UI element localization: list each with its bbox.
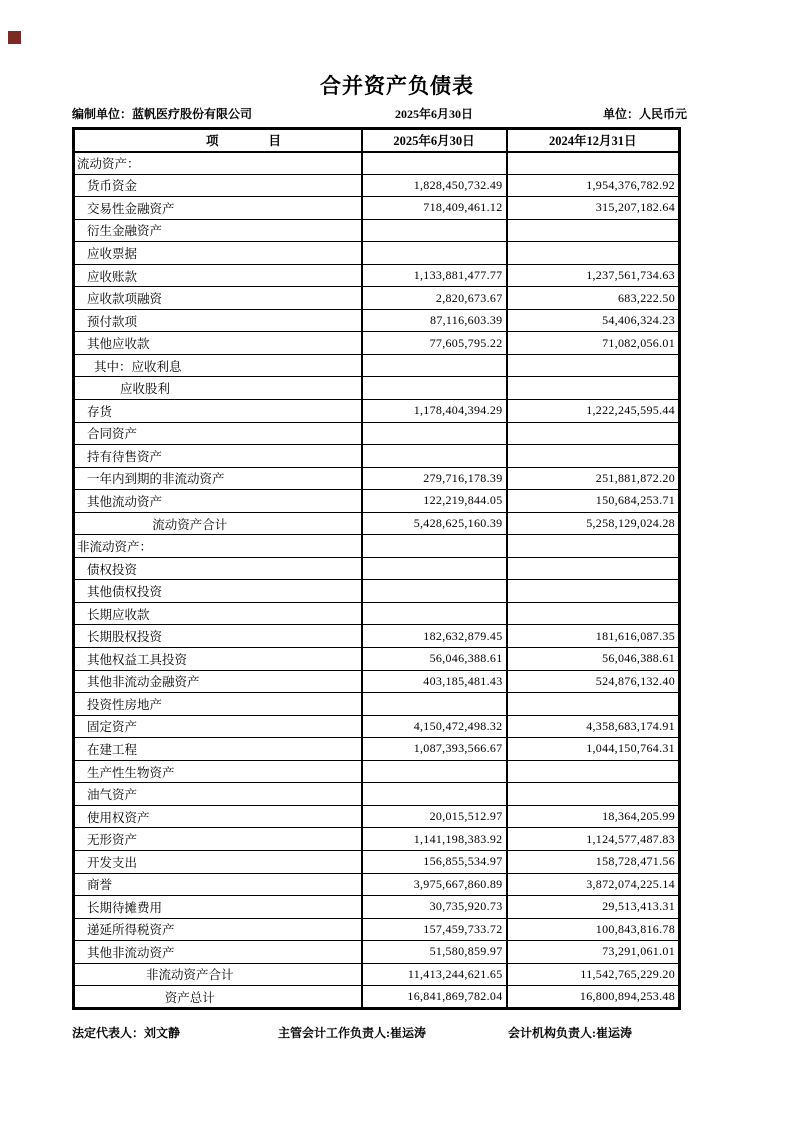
value-2025 [362,693,507,716]
value-2024: 315,207,182.64 [507,197,680,220]
value-2025 [362,580,507,603]
chief-accountant: 主管会计工作负责人:崔运涛 [278,1026,426,1040]
table-row [74,152,680,175]
value-2024 [507,580,680,603]
row-label: 持有待售资产 [74,445,362,468]
value-2025: 56,046,388.61 [362,648,507,671]
value-2024: 11,542,765,229.20 [507,963,680,986]
row-label: 合同资产 [74,422,362,445]
balance-sheet-body [74,152,680,1009]
row-label: 生产性生物资产 [74,760,362,783]
row-label: 无形资产 [74,828,362,851]
table-row [74,467,680,490]
value-2025: 4,150,472,498.32 [362,715,507,738]
table-row [74,986,680,1009]
table-row [74,580,680,603]
value-2024: 56,046,388.61 [507,648,680,671]
table-row [74,174,680,197]
value-2025: 1,087,393,566.67 [362,738,507,761]
value-2024 [507,783,680,806]
value-2024 [507,693,680,716]
page-title: 合并资产负债表 [320,74,474,98]
value-2025: 87,116,603.39 [362,309,507,332]
value-2025 [362,783,507,806]
value-2025 [362,535,507,558]
value-2025: 2,820,673.67 [362,287,507,310]
value-2024 [507,422,680,445]
value-2025: 30,735,920.73 [362,896,507,919]
row-label: 长期应收款 [74,602,362,625]
row-label: 预付款项 [74,309,362,332]
table-row [74,941,680,964]
legal-representative: 法定代表人：刘文静 [72,1026,181,1040]
value-2024: 100,843,816.78 [507,918,680,941]
value-2025: 3,975,667,860.89 [362,873,507,896]
value-2024 [507,377,680,400]
table-row [74,648,680,671]
value-2025: 51,580,859.97 [362,941,507,964]
value-2025 [362,354,507,377]
value-2025 [362,377,507,400]
value-2024: 1,044,150,764.31 [507,738,680,761]
value-2024: 4,358,683,174.91 [507,715,680,738]
row-label: 在建工程 [74,738,362,761]
table-row [74,873,680,896]
table-row [74,535,680,558]
value-2025: 1,828,450,732.49 [362,174,507,197]
table-row [74,377,680,400]
value-2024 [507,354,680,377]
value-2025 [362,219,507,242]
corner-mark [8,31,21,44]
row-label: 衍生金融资产 [74,219,362,242]
row-label: 投资性房地产 [74,693,362,716]
value-2025 [362,242,507,265]
value-2024: 150,684,253.71 [507,490,680,513]
report-date: 2025年6月30日 [394,107,473,121]
table-row [74,805,680,828]
table-row [74,197,680,220]
table-row [74,354,680,377]
value-2025: 182,632,879.45 [362,625,507,648]
table-row [74,625,680,648]
row-label: 递延所得税资产 [74,918,362,941]
row-label: 其他应收款 [74,332,362,355]
table-row [74,287,680,310]
row-label: 非流动资产合计 [74,963,362,986]
row-label: 应收股利 [74,377,362,400]
value-2024: 251,881,872.20 [507,467,680,490]
value-2024 [507,557,680,580]
row-label: 开发支出 [74,850,362,873]
value-2025: 1,141,198,383.92 [362,828,507,851]
value-2024 [507,760,680,783]
value-2025: 157,459,733.72 [362,918,507,941]
row-label: 交易性金融资产 [74,197,362,220]
value-2024 [507,242,680,265]
row-label: 货币资金 [74,174,362,197]
header-2025: 2025年6月30日 [362,129,507,152]
balance-sheet-table [72,127,681,1010]
value-2024: 54,406,324.23 [507,309,680,332]
table-row [74,332,680,355]
row-label: 应收款项融资 [74,287,362,310]
value-2025: 20,015,512.97 [362,805,507,828]
value-2024: 524,876,132.40 [507,670,680,693]
value-2024: 71,082,056.01 [507,332,680,355]
table-row [74,850,680,873]
row-label: 应收票据 [74,242,362,265]
value-2025: 403,185,481.43 [362,670,507,693]
value-2025 [362,422,507,445]
value-2024 [507,535,680,558]
table-header [74,129,680,152]
table-row [74,918,680,941]
value-2025 [362,602,507,625]
value-2025 [362,445,507,468]
value-2024: 1,222,245,595.44 [507,400,680,423]
table-row [74,422,680,445]
value-2025: 1,178,404,394.29 [362,400,507,423]
prepared-by-label: 编制单位：蓝帆医疗股份有限公司 [72,107,253,121]
value-2025: 11,413,244,621.65 [362,963,507,986]
row-label: 其他非流动金融资产 [74,670,362,693]
table-row [74,896,680,919]
row-label: 债权投资 [74,557,362,580]
row-label: 使用权资产 [74,805,362,828]
table-row [74,490,680,513]
row-label: 流动资产合计 [74,512,362,535]
value-2024: 3,872,074,225.14 [507,873,680,896]
table-row [74,242,680,265]
row-label: 存货 [74,400,362,423]
table-row [74,264,680,287]
value-2024: 5,258,129,024.28 [507,512,680,535]
value-2024: 1,237,561,734.63 [507,264,680,287]
value-2024: 683,222.50 [507,287,680,310]
value-2024: 181,616,087.35 [507,625,680,648]
row-label: 流动资产： [74,152,362,175]
value-2024: 1,954,376,782.92 [507,174,680,197]
table-row [74,828,680,851]
table-row [74,783,680,806]
value-2024 [507,445,680,468]
row-label: 资产总计 [74,986,362,1009]
value-2025 [362,557,507,580]
table-row [74,602,680,625]
table-row [74,670,680,693]
table-row [74,693,680,716]
table-row [74,715,680,738]
value-2025: 156,855,534.97 [362,850,507,873]
value-2024 [507,152,680,175]
value-2024: 1,124,577,487.83 [507,828,680,851]
value-2025: 77,605,795.22 [362,332,507,355]
value-2025: 279,716,178.39 [362,467,507,490]
value-2024: 18,364,205.99 [507,805,680,828]
value-2024 [507,219,680,242]
row-label: 商誉 [74,873,362,896]
value-2025: 718,409,461.12 [362,197,507,220]
value-2025: 1,133,881,477.77 [362,264,507,287]
value-2025: 16,841,869,782.04 [362,986,507,1009]
row-label: 非流动资产： [74,535,362,558]
value-2024: 158,728,471.56 [507,850,680,873]
row-label: 应收账款 [74,264,362,287]
table-row [74,445,680,468]
row-label: 其中：应收利息 [74,354,362,377]
row-label: 固定资产 [74,715,362,738]
value-2025: 5,428,625,160.39 [362,512,507,535]
table-row [74,400,680,423]
value-2025 [362,152,507,175]
header-item: 项 目 [74,129,362,152]
row-label: 油气资产 [74,783,362,806]
table-row [74,557,680,580]
row-label: 长期待摊费用 [74,896,362,919]
value-2024: 73,291,061.01 [507,941,680,964]
header-row [74,129,680,152]
table-row [74,738,680,761]
table-row [74,512,680,535]
table-row [74,309,680,332]
row-label: 其他债权投资 [74,580,362,603]
table-row [74,963,680,986]
value-2025: 122,219,844.05 [362,490,507,513]
row-label: 长期股权投资 [74,625,362,648]
accounting-head: 会计机构负责人:崔运涛 [508,1026,632,1040]
header-2024: 2024年12月31日 [507,129,680,152]
table-row [74,760,680,783]
row-label: 一年内到期的非流动资产 [74,467,362,490]
value-2024: 29,513,413.31 [507,896,680,919]
row-label: 其他非流动资产 [74,941,362,964]
row-label: 其他权益工具投资 [74,648,362,671]
table-row [74,219,680,242]
row-label: 其他流动资产 [74,490,362,513]
value-2025 [362,760,507,783]
value-2024 [507,602,680,625]
currency-unit-label: 单位：人民币元 [602,107,687,121]
value-2024: 16,800,894,253.48 [507,986,680,1009]
